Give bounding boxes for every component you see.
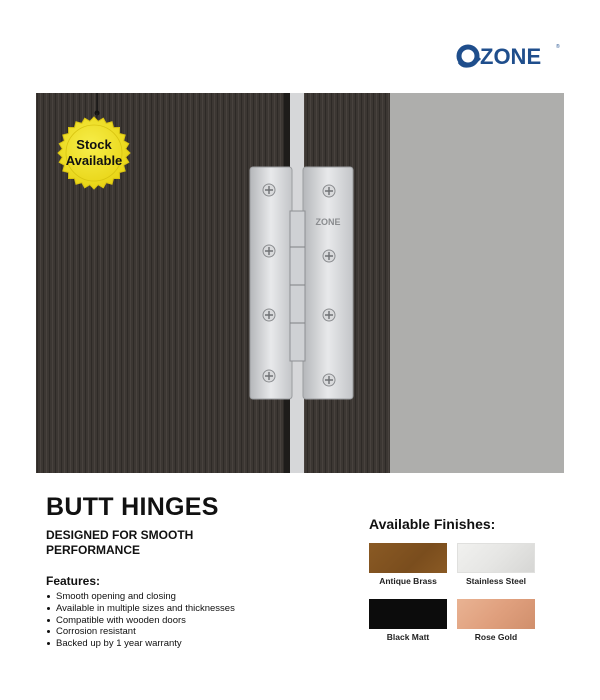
swatch-label-rose-gold: Rose Gold [474, 632, 518, 642]
product-subtitle: DESIGNED FOR SMOOTH PERFORMANCE [46, 528, 194, 557]
svg-text:®: ® [556, 44, 560, 50]
swatch-antique-brass [369, 543, 447, 573]
feature-item: Corrosion resistant [46, 626, 235, 638]
swatch-label-stainless-steel: Stainless Steel [465, 576, 526, 586]
swatch-label-black-matt: Black Matt [386, 632, 430, 642]
logo-text: ZONE [480, 44, 542, 69]
features-list [46, 591, 235, 650]
swatch-rose-gold [457, 599, 535, 629]
product-title: BUTT HINGES [46, 493, 219, 521]
swatch-label-antique-brass: Antique Brass [379, 576, 437, 586]
finishes-heading: Available Finishes: [369, 516, 496, 532]
feature-item: Available in multiple sizes and thicknesses [46, 603, 235, 615]
ozone-logo [456, 36, 566, 76]
feature-item: Compatible with wooden doors [46, 615, 235, 627]
features-heading: Features: [46, 574, 101, 588]
stock-available-badge [58, 117, 130, 189]
swatch-black-matt [369, 599, 447, 629]
feature-item: Smooth opening and closing [46, 591, 235, 603]
feature-item: Backed up by 1 year warranty [46, 638, 235, 650]
hinge-engraving: ZONE [315, 217, 341, 227]
badge-line-1: Stock [76, 137, 112, 152]
badge-line-2: Available [65, 153, 123, 168]
product-hero-image [36, 93, 564, 473]
swatch-stainless-steel [457, 543, 535, 573]
